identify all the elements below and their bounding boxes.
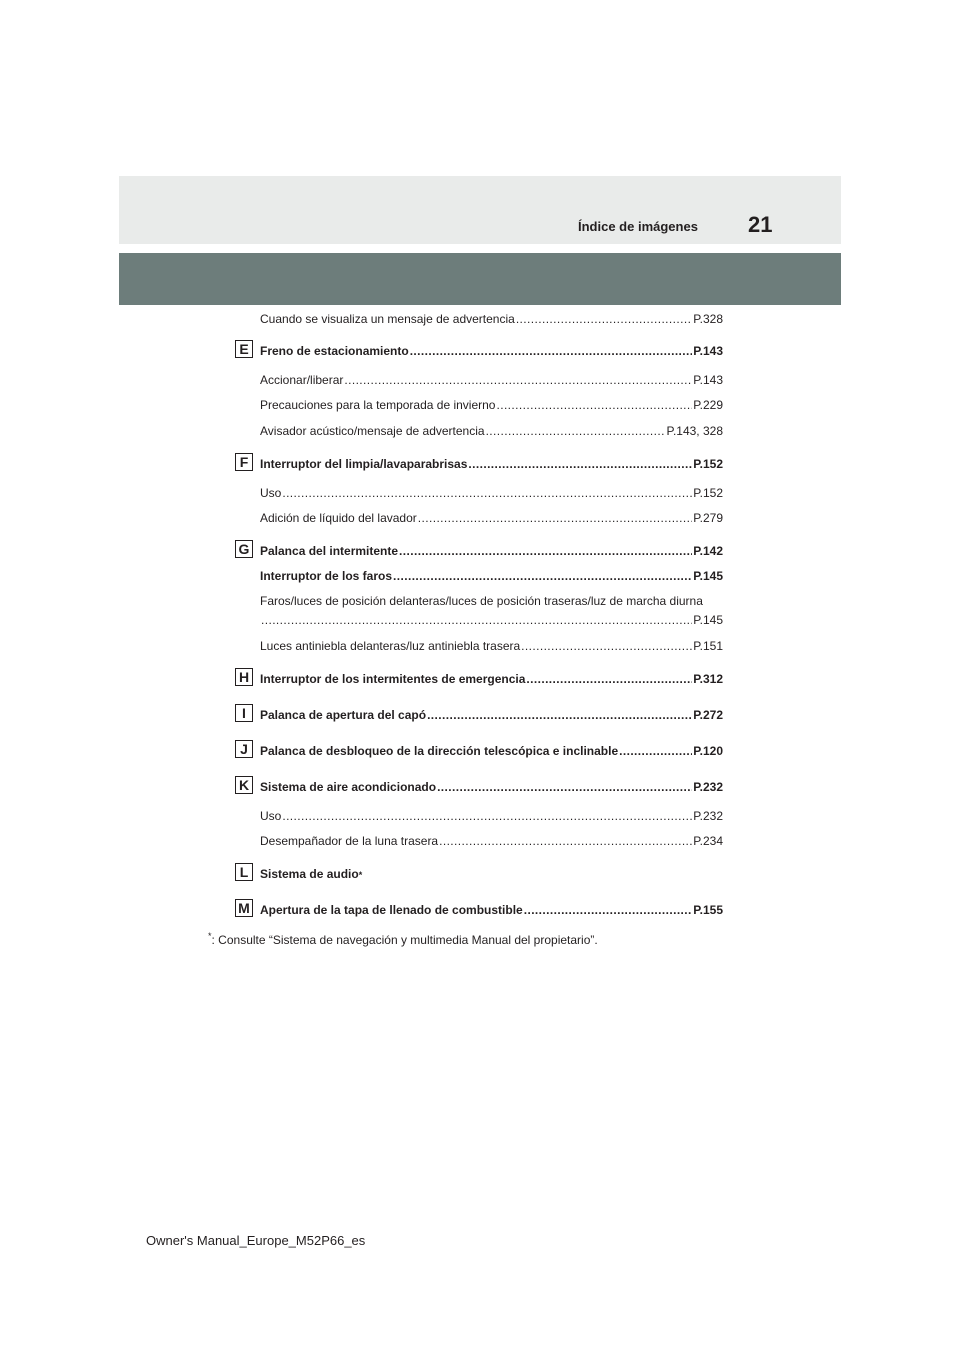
- section-letter-badge: K: [235, 776, 253, 794]
- index-heading: Palanca de desbloqueo de la dirección telescópica e inclinable ..... P.120: [260, 743, 723, 759]
- index-entry: Precauciones para la temporada de invierno ..... P.229: [260, 397, 723, 413]
- page-footer: Owner's Manual_Europe_M52P66_es: [146, 1233, 366, 1248]
- index-heading: Sistema de aire acondicionado ..... P.232: [260, 779, 723, 795]
- index-heading: Apertura de la tapa de llenado de combustible ..... P.155: [260, 902, 723, 918]
- index-entry: Luces antiniebla delanteras/luz antiniebla trasera ..... P.151: [260, 638, 723, 654]
- section-letter-badge: F: [235, 453, 253, 471]
- index-heading: Palanca de apertura del capó ..... P.272: [260, 707, 723, 723]
- index-entry-text: Faros/luces de posición delanteras/luces de posición traseras/luz de marcha diurna: [260, 594, 703, 608]
- index-entry: Adición de líquido del lavador ..... P.279: [260, 510, 723, 526]
- header-bar: [119, 253, 841, 305]
- footnote: [208, 928, 598, 948]
- index-entry: Desempañador de la luna trasera ..... P.234: [260, 833, 723, 849]
- section-letter-badge: I: [235, 704, 253, 722]
- footnote-marker: *: [358, 870, 363, 880]
- section-letter-badge: H: [235, 668, 253, 686]
- header-band: [119, 176, 841, 244]
- footnote-marker: *: [208, 931, 212, 941]
- index-heading: Sistema de audio *: [260, 867, 363, 881]
- page-number: 21: [748, 212, 773, 237]
- index-entry: Uso ..... P.232: [260, 808, 723, 824]
- index-entry: Accionar/liberar ..... P.143: [260, 372, 723, 388]
- index-entry: Avisador acústico/mensaje de advertencia ..... P.143, 328: [260, 423, 723, 439]
- section-letter-badge: E: [235, 340, 253, 358]
- section-letter-badge: G: [235, 540, 253, 558]
- index-heading: Palanca del intermitente ..... P.142: [260, 543, 723, 559]
- index-heading: Interruptor de los faros ..... P.145: [260, 568, 723, 584]
- index-entry: Uso ..... P.152: [260, 485, 723, 501]
- footnote-text: : Consulte “Sistema de navegación y multimedia Manual del propietario”.: [211, 933, 598, 947]
- index-heading: Freno de estacionamiento ..... P.143: [260, 343, 723, 359]
- section-letter-badge: J: [235, 740, 253, 758]
- index-entry: ..... P.145: [260, 612, 723, 628]
- section-letter-badge: L: [235, 863, 253, 881]
- section-letter-badge: M: [235, 899, 253, 917]
- index-entry: Cuando se visualiza un mensaje de advertencia ..... P.328: [260, 311, 723, 327]
- section-title: Índice de imágenes: [578, 219, 698, 234]
- index-heading: Interruptor de los intermitentes de emergencia ..... P.312: [260, 671, 723, 687]
- index-heading: Interruptor del limpia/lavaparabrisas ..... P.152: [260, 456, 723, 472]
